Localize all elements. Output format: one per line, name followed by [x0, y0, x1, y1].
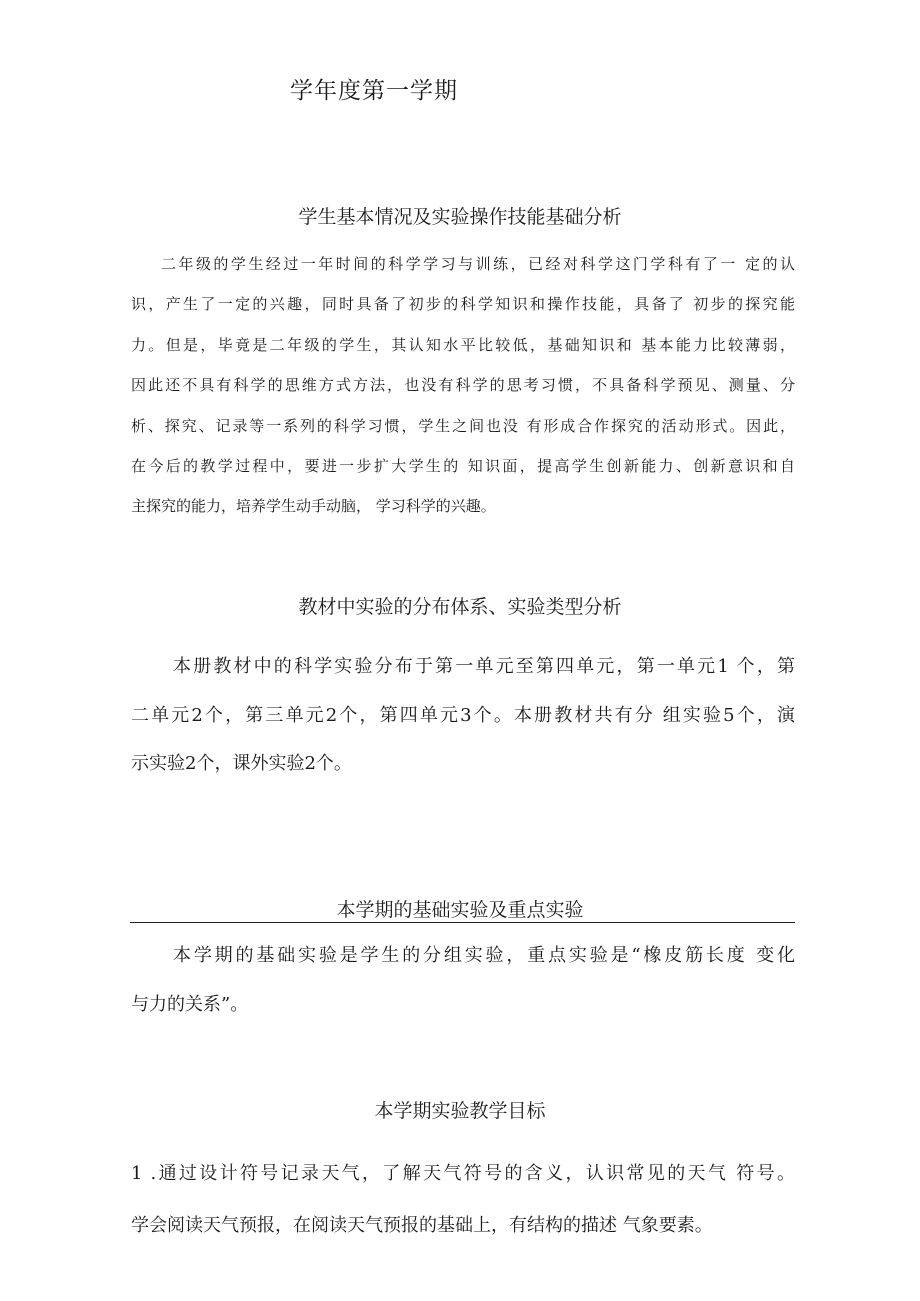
section-heading-experiment-distribution: 教材中实验的分布体系、实验类型分析 — [298, 596, 622, 618]
paragraph-line: 力。但是，毕竟是二年级的学生，其认知水平比较低，基础知识和 基本能力比较薄弱， — [131, 335, 795, 354]
paragraph-line: 本学期的基础实验是学生的分组实验，重点实验是“橡皮筋长度 变化 — [173, 945, 795, 966]
paragraph-line: 示实验2个，课外实验2个。 — [131, 753, 352, 774]
paragraph-line: 二年级的学生经过一年时间的科学学习与训练，已经对科学这门学科有了一 定的认 — [161, 255, 795, 273]
paragraph-line: 在今后的教学过程中，要进一步扩大学生的 知识面，提高学生创新能力、创新意识和自 — [131, 457, 795, 476]
paragraph-line: 本册教材中的科学实验分布于第一单元至第四单元，第一单元1 个，第 — [173, 656, 795, 677]
paragraph-line: 学会阅读天气预报，在阅读天气预报的基础上，有结构的描述 气象要素。 — [131, 1215, 713, 1236]
paragraph-line: 1 .通过设计符号记录天气，了解天气符号的含义，认识常见的天气 符号。 — [131, 1163, 795, 1184]
paragraph-line: 主探究的能力，培养学生动手动脑， 学习科学的兴趣。 — [131, 497, 496, 516]
section-heading-teaching-goals: 本学期实验教学目标 — [374, 1100, 546, 1122]
section-heading-key-experiments: 本学期的基础实验及重点实验 — [336, 899, 584, 921]
paragraph-student-analysis — [131, 244, 795, 527]
document-title: 学年度第一学期 — [290, 78, 458, 104]
paragraph-line: 识，产生了一定的兴趣，同时具备了初步的科学知识和操作技能，具备了 初步的探究能 — [131, 295, 795, 314]
horizontal-divider — [130, 922, 795, 923]
paragraph-teaching-goals — [131, 1148, 795, 1252]
paragraph-line: 析、探究、记录等一系列的科学习惯，学生之间也没 有形成合作探究的活动形式。因此， — [131, 416, 795, 435]
paragraph-key-experiments — [131, 932, 795, 1029]
paragraph-line: 因此还不具有科学的思维方式方法，也没有科学的思考习惯，不具备科学预见、测量、分 — [131, 376, 795, 395]
paragraph-line: 二单元2个，第三单元2个，第四单元3个。本册教材共有分 组实验5个，演 — [131, 704, 795, 726]
section-heading-student-analysis: 学生基本情况及实验操作技能基础分析 — [298, 206, 622, 228]
paragraph-line: 与力的关系”。 — [131, 993, 249, 1015]
paragraph-experiment-distribution — [131, 643, 795, 789]
